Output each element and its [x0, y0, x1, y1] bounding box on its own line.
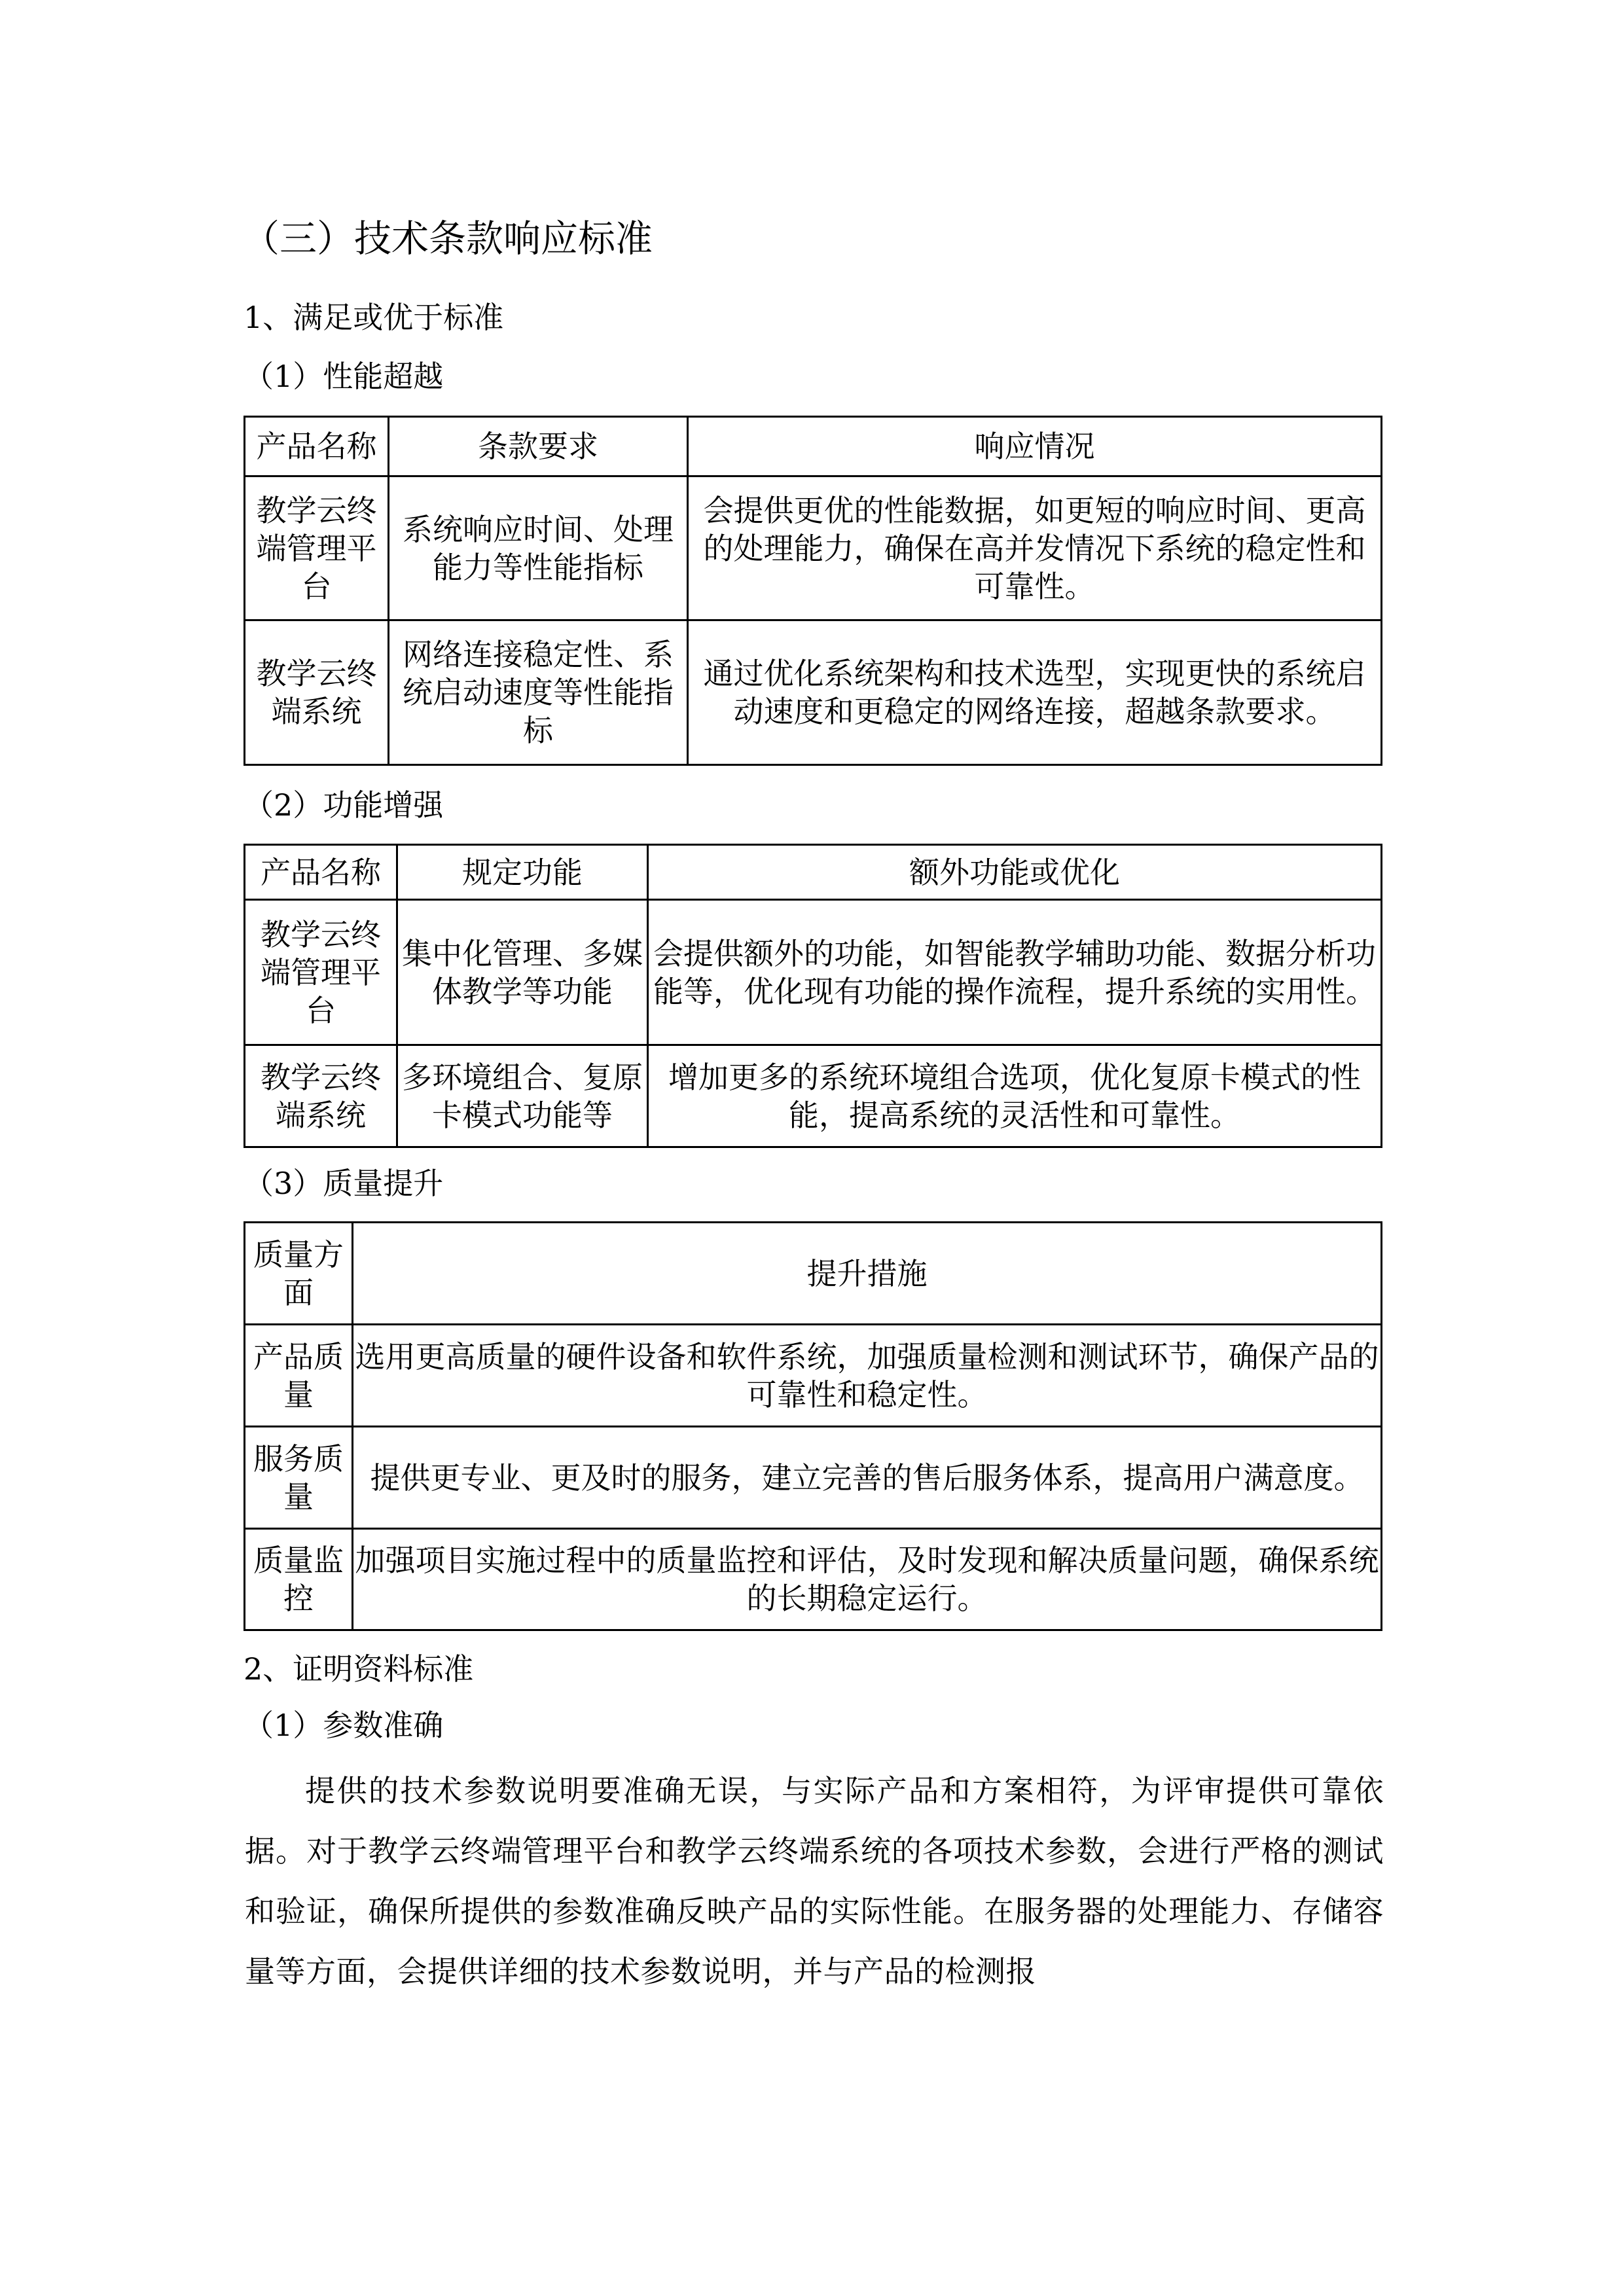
measure-cell: 加强项目实施过程中的质量监控和评估，及时发现和解决质量问题，确保系统的长期稳定运行。	[353, 1529, 1382, 1630]
product-name-cell: 教学云终端系统	[245, 1045, 397, 1147]
requirement-cell: 系统响应时间、处理能力等性能指标	[389, 476, 688, 620]
subsection-title-2-1: （1）参数准确	[244, 1708, 444, 1743]
table-header-row	[245, 845, 1382, 900]
function-table	[244, 844, 1382, 1148]
header-cell: 响应情况	[688, 417, 1382, 476]
aspect-cell: 服务质量	[245, 1427, 353, 1529]
product-name-cell: 教学云终端管理平台	[245, 476, 389, 620]
response-cell: 会提供更优的性能数据，如更短的响应时间、更高的处理能力，确保在高并发情况下系统的稳定性和可靠性。	[688, 476, 1382, 620]
header-cell: 质量方面	[245, 1223, 353, 1325]
measure-cell: 提供更专业、更及时的服务，建立完善的售后服务体系，提高用户满意度。	[353, 1427, 1382, 1529]
table-row	[245, 1045, 1382, 1147]
header-cell: 产品名称	[245, 417, 389, 476]
table-row	[245, 476, 1382, 620]
header-cell: 规定功能	[397, 845, 648, 900]
optimization-cell: 会提供额外的功能，如智能教学辅助功能、数据分析功能等，优化现有功能的操作流程，提升系统的实用性。	[648, 900, 1382, 1045]
table-row	[245, 1529, 1382, 1630]
table-row	[245, 1325, 1382, 1427]
body-paragraph: 提供的技术参数说明要准确无误，与实际产品和方案相符，为评审提供可靠依据。对于教学云终端管理平台和教学云终端系统的各项技术参数，会进行严格的测试和验证，确保所提供的参数准确反映产品的实际性能。在服务器的处理能力、存储容量等方面，会提供详细的技术参数说明，并与产品的检测报	[245, 1773, 1384, 1989]
subsection-title-1: 1、满足或优于标准	[244, 300, 504, 335]
table-row	[245, 620, 1382, 765]
measure-cell: 选用更高质量的硬件设备和软件系统，加强质量检测和测试环节，确保产品的可靠性和稳定性。	[353, 1325, 1382, 1427]
table-header-row	[245, 1223, 1382, 1325]
aspect-cell: 产品质量	[245, 1325, 353, 1427]
quality-table	[244, 1221, 1382, 1631]
subsection-title-1-3: （3）质量提升	[244, 1166, 444, 1201]
subsection-title-1-1: （1）性能超越	[244, 359, 444, 394]
subsection-title-2: 2、证明资料标准	[244, 1651, 474, 1687]
product-name-cell: 教学云终端系统	[245, 620, 389, 765]
requirement-cell: 网络连接稳定性、系统启动速度等性能指标	[389, 620, 688, 765]
header-cell: 产品名称	[245, 845, 397, 900]
optimization-cell: 增加更多的系统环境组合选项，优化复原卡模式的性能，提高系统的灵活性和可靠性。	[648, 1045, 1382, 1147]
function-cell: 多环境组合、复原卡模式功能等	[397, 1045, 648, 1147]
header-cell: 额外功能或优化	[648, 845, 1382, 900]
table-header-row	[245, 417, 1382, 476]
subsection-title-1-2: （2）功能增强	[244, 787, 444, 823]
header-cell: 提升措施	[353, 1223, 1382, 1325]
header-cell: 条款要求	[389, 417, 688, 476]
function-cell: 集中化管理、多媒体教学等功能	[397, 900, 648, 1045]
performance-table	[244, 416, 1382, 766]
product-name-cell: 教学云终端管理平台	[245, 900, 397, 1045]
table-row	[245, 900, 1382, 1045]
table-row	[245, 1427, 1382, 1529]
section-heading: （三）技术条款响应标准	[242, 217, 653, 260]
aspect-cell: 质量监控	[245, 1529, 353, 1630]
response-cell: 通过优化系统架构和技术选型，实现更快的系统启动速度和更稳定的网络连接，超越条款要求。	[688, 620, 1382, 765]
